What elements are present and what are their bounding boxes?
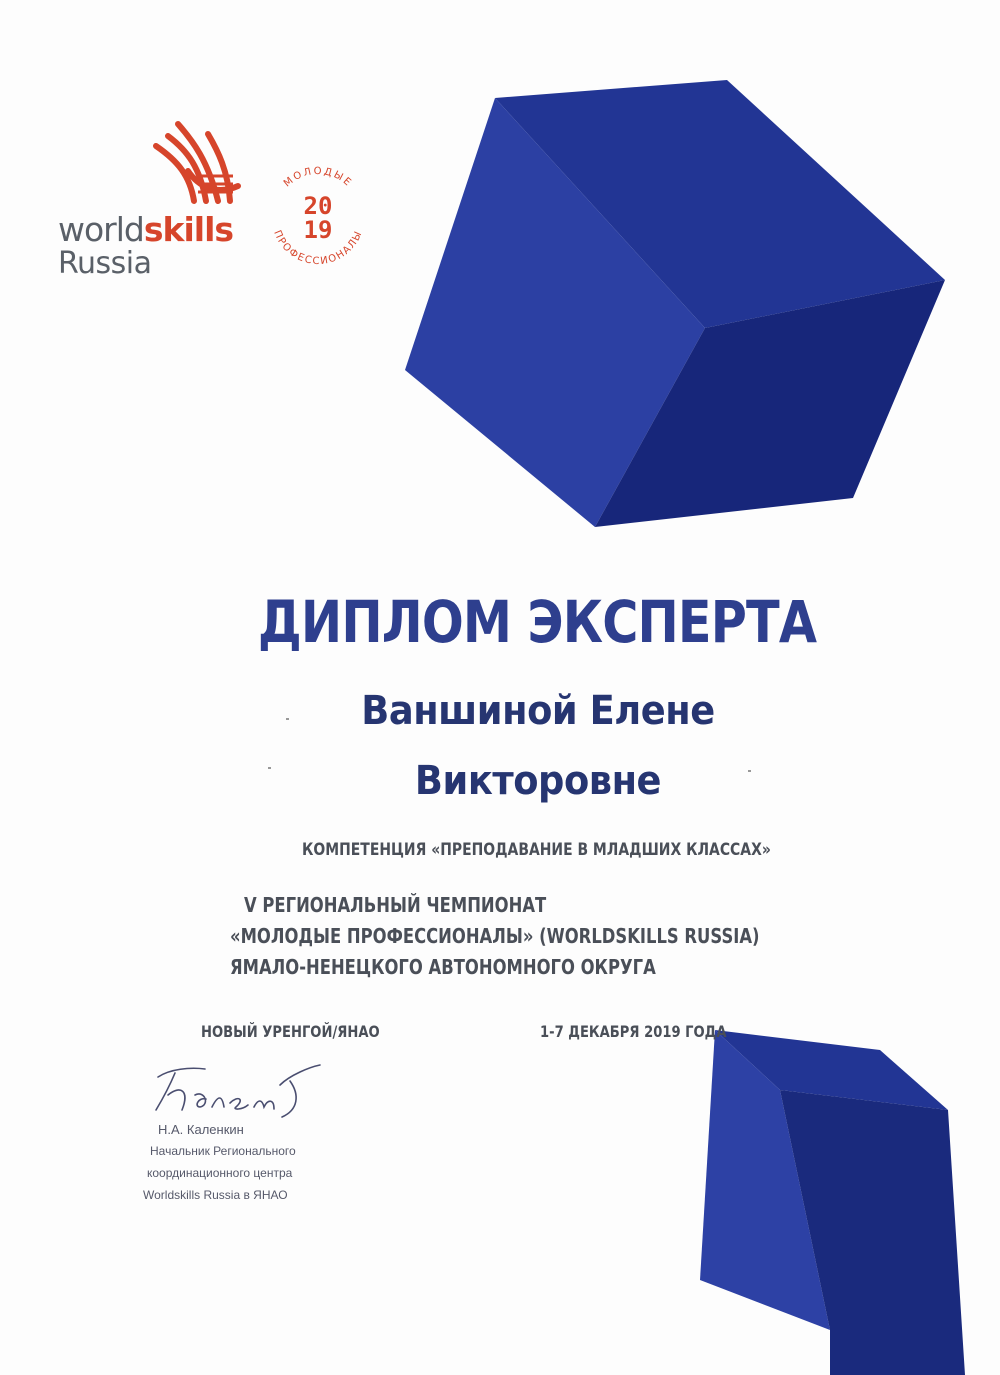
logo-word-russia: Russia: [58, 246, 152, 281]
scan-speck: [748, 770, 751, 772]
young-professionals-badge: [262, 160, 374, 272]
signer-name: Н.А. Каленкин: [158, 1122, 244, 1137]
recipient-name-line2: Викторовне: [414, 758, 662, 804]
badge-year-bottom: 19: [303, 216, 333, 244]
diploma-title: ДИПЛОМ ЭКСПЕРТА: [257, 588, 817, 656]
badge-year-top: 20: [303, 192, 333, 220]
logo-word-skills: skills: [143, 210, 234, 249]
signer-position-line3: Worldskills Russia в ЯНАО: [143, 1188, 288, 1202]
championship-line1: V РЕГИОНАЛЬНЫЙ ЧЕМПИОНАТ: [244, 893, 547, 917]
scan-speck: [286, 718, 289, 720]
worldskills-russia-logo: [58, 118, 258, 283]
scan-speck: [268, 767, 271, 769]
worldskills-wordmark: [58, 210, 233, 249]
championship-line2: «МОЛОДЫЕ ПРОФЕССИОНАЛЫ» (WORLDSKILLS RUSSIA): [230, 924, 760, 948]
handwritten-signature: [150, 1055, 330, 1125]
young-professionals-badge-icon: [262, 160, 374, 272]
badge-bottom-text: ПРОФЕССИОНАЛЫ: [271, 228, 365, 268]
event-city: НОВЫЙ УРЕНГОЙ/ЯНАО: [201, 1022, 380, 1041]
signer-position-line2: координационного центра: [147, 1166, 293, 1180]
badge-top-text: МОЛОДЫЕ: [281, 165, 355, 190]
svg-text:МОЛОДЫЕ: [282, 166, 354, 190]
competence-text: КОМПЕТЕНЦИЯ «ПРЕПОДАВАНИЕ В МЛАДШИХ КЛАССАХ»: [302, 840, 771, 860]
decorative-cube-large: [405, 80, 965, 535]
signer-position-line1: Начальник Регионального: [150, 1144, 296, 1158]
logo-word-world: world: [58, 210, 144, 249]
event-dates: 1-7 ДЕКАБРЯ 2019 ГОДА: [540, 1022, 727, 1041]
championship-line3: ЯМАЛО-НЕНЕЦКОГО АВТОНОМНОГО ОКРУГА: [230, 955, 656, 979]
decorative-cube-small: [700, 1030, 980, 1375]
recipient-name-line1: Ваншиной Елене: [361, 688, 715, 734]
